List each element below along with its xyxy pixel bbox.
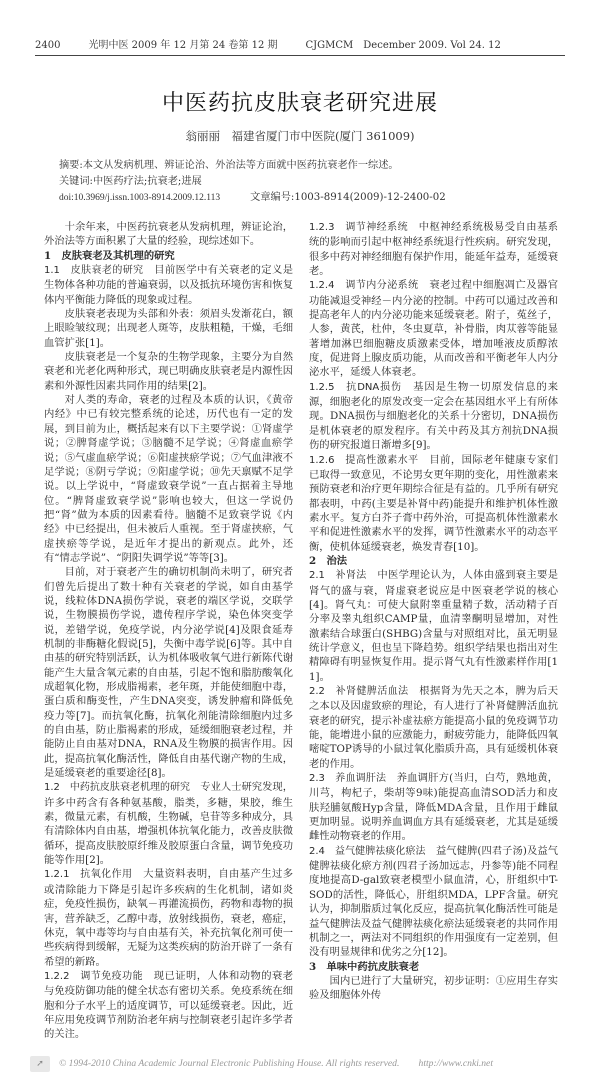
subsection-paragraph [309, 568, 558, 684]
subsection-paragraph [44, 780, 293, 867]
subsection-heading: 1.2 中药抗皮肤衰老机理的研究 [44, 782, 190, 794]
abstract: 摘要:本文从发病机理、辨证论治、外治法等方面就中医药抗衰老作一综述。 [59, 160, 399, 171]
paragraph-text: 现已证明，人体和动物的衰老与免疫防御功能的健全状态有密切关系。免疫系统在细胞和分子水平上的适度调节，可以延缓衰老。因此，近年应用免疫调节剂防治老年病与控制衰老引起许多学者的关注。 [44, 969, 294, 1041]
subsection-heading: 1.1 皮肤衰老的研究 [44, 265, 144, 277]
paragraph: 目前，对于衰老产生的确切机制尚未明了，研究者们曾先后提出了数十种有关衰老的学说，如自由基学说，线粒体DNA损伤学说，衰老的端区学说，交联学说，生物膜损伤学说，遗传程序学说，染色体突变学说，差错学说，免疫学说，内分泌学说[4]及限食延寿机制的非酶糖化假说[5]，失衡中毒学说[6]等。其中自由基的研究特别活跃，认为机体吸收氧气进行新陈代谢能产生大量含氧元素的自由基，引起不饱和脂肪酸氧化成超氧化物，形成脂褐素，老年斑，并能使细胞中毒，蛋白质和酶变性，产生DNA突变，诱发肿瘤和降低免疫力等[7]。而抗氧化酶，抗氧化剂能清除细胞内过多的自由基，防止脂褐素的形成，延缓细胞衰老过程，并能防止自由基对DNA，RNA及生物膜的损害作用。因此，提高抗氧化酶活性，降低自由基代谢产物的生成，是延缓衰老的重要途径[8]。 [44, 566, 293, 780]
paragraph-text: 目前医学中有关衰老的定义是生物体各种功能的普遍衰弱，以及抵抗环境伤害和恢复体内平衡能力降低的现象或过程。 [44, 264, 293, 306]
article-body [44, 220, 558, 1042]
subsection-paragraph [309, 844, 558, 960]
subsection-heading: 1.2.5 抗DNA损伤 [309, 381, 402, 393]
paragraph-text: 大量资料表明，自由基产生过多或清除能力下降是引起许多疾病的生化机制，诸如炎症，免疫性损伤，缺氧－再灌流损伤，药物和毒物的损害，营养缺乏，乙醇中毒，放射线损伤，衰老，癌症，休克，氧中毒等均与自由基有关，补充抗氧化剂可使一些疾病得到缓解，无疑为这类疾病的防治开辟了一条有希望的新路。 [44, 868, 293, 968]
subsection-heading: 1.2.6 提高性激素水平 [309, 454, 419, 466]
subsection-paragraph [44, 969, 293, 1042]
paragraph-text: 中医学理论认为，人体由盛到衰主要是肾气的盛与衰，肾虚衰老说应是中医衰老学说的核心[4]。肾气丸：可使大鼠附睾重量精子数，活动精子百分率及睾丸组织CAMP量，血清睾酮明显增加，对性激素结合球蛋白(SHBG)含量与对照组对比，虽无明显统计学意义，但也呈下降趋势。组织学结果也指出对生精障碍有明显恢复作用。提示肾气丸有性激素样作用[11]。 [309, 569, 559, 683]
section-heading: 3 单味中药抗皮肤衰老 [309, 960, 420, 973]
paragraph: 对人类的寿命，衰老的过程及本质的认识，《黄帝内经》中已有较完整系统的论述，历代也有一定的发展，到目前为止，概括起来有以下主要学说：①肾虚学说；②脾肾虚学说；③脑髓不足学说；④肾虚血瘀学说；⑤气虚血瘀学说；⑥阳虚挟瘀学说；⑦气血津液不足学说；⑧阴亏学说；⑨阳虚学说；⑩先天禀赋不足学说。以上学说中，“肾虚致衰学说”一直占据着主导地位。“脾肾虚致衰学说”影响也较大，但这一学说仍把“肾”做为本质的因素看待。脑髓不足致衰学说《内经》中已经提出，但未被后人重视。至于肾虚挟瘀，气虚挟瘀等学说，是近年才提出的新观点。此外，还有“情志学说”、“阴阳失调学说”等等[3]。 [44, 394, 293, 564]
paragraph: 皮肤衰老是一个复杂的生物学现象，主要分为自然衰老和光老化两种形式，现已明确皮肤衰老是内源性因素和外源性因素共同作用的结果[2]。 [44, 351, 293, 392]
author-affiliation: 翁丽丽 福建省厦门市中医院(厦门 361009) [185, 129, 415, 143]
paragraph-text: 中枢神经系统极易受自由基系统的影响而引起中枢神经系统退行性疾病。研究发现，很多中药对神经细胞有保护作用，能延年益寿，延缓衰老。 [309, 221, 559, 278]
section-heading: 2 治法 [309, 554, 348, 567]
paragraph: 国内已进行了大量研究，初步证明：①应用生存实验及细胞体外传 [309, 974, 558, 1002]
subsection-heading: 2.3 养血调肝法 [309, 773, 387, 785]
article-title: 中医药抗皮肤衰老研究进展 [161, 91, 438, 116]
left-column [44, 220, 293, 1042]
subsection-paragraph [309, 771, 558, 844]
article-number: 文章编号:1003-8914(2009)-12-2400-02 [250, 192, 446, 203]
footer [30, 1056, 570, 1072]
subsection-heading: 1.2.1 抗氧化作用 [44, 869, 133, 881]
paragraph: 皮肤衰老表现为头部和外表：须眉头发渐花白，额上眼睑皱纹现；出现老人斑等，皮肤粗糙，干燥，毛细血管扩张[1]。 [44, 308, 293, 349]
paragraph-text: 益气健脾(四君子汤)及益气健脾祛痰化瘀方剂(四君子汤加远志，丹参等)能不同程度地提高D-gal致衰老模型小鼠血清，心，肝组织中T-SOD的活性，降低心，肝组织MDA，LPF含量。研究认为，抑制脂质过氧化反应，提高抗氧化酶活性可能是益气健脾法及益气健脾祛痰化瘀法延缓衰老的共同作用机制之一，两法对不同组织的作用强度有一定差别，但没有明显规律和优劣之分[12]。 [309, 844, 558, 959]
subsection-heading: 2.4 益气健脾祛痰化瘀法 [309, 845, 426, 857]
paragraph-text: 专业人士研究发现，许多中药含有各种氨基酸，脂类，多糖，果胶，维生素，微量元素，有机酸，生物碱，皂苷等多种成分，具有清除体内自由基，增强机体抗氧化能力，改善皮肤微循环，提高皮肤胶原纤维及胶原蛋白含量，调节免疫功能等作用[2]。 [44, 781, 294, 867]
subsection-heading: 1.2.2 调节免疫功能 [44, 970, 144, 982]
subsection-paragraph [309, 380, 558, 453]
copyright-notice: © 1994-2010 China Academic Journal Electronic Publishing House. All rights reserved. http://www.cnki.net [59, 1058, 493, 1070]
subsection-paragraph [44, 867, 293, 968]
subsection-heading: 1.2.3 调节神经系统 [309, 222, 409, 233]
article-meta [59, 158, 541, 206]
section-heading: 1 皮肤衰老及其机理的研究 [44, 249, 175, 262]
journal-name-en: CJGMCM December 2009. Vol 24. 12 [305, 40, 501, 51]
paragraph-text: 根据肾为先天之本，脾为后天之本以及因虚致瘀的理论，有人进行了补肾健脾活血抗衰老的研究，提示补虚祛瘀方能提高小鼠的免疫调节功能，能增进小鼠的应激能力，耐疲劳能力，能降低四氧嘧啶TOP诱导的小鼠过氧化脂质升高，具有延缓机体衰老的作用。 [309, 685, 558, 770]
paragraph-text: 衰老过程中细胞凋亡及器官功能减退受神经－内分泌的控制。中药可以通过改善和提高老年人的内分泌功能来延缓衰老。附子，菟丝子，人参，黄芪，杜仲，冬虫夏草，补骨脂，肉苁蓉等能显著增加淋巴细胞糖皮质激素受体，增加唾液皮质醇浓度，促进肾上腺皮质功能，从而改善和平衡老年人内分泌水平，延缓人体衰老。 [309, 279, 559, 379]
doi: doi:10.3969/j.issn.1003-8914.2009.12.113 [59, 193, 221, 203]
paragraph-text: 目前，国际老年健康专家们已取得一致意见，不论男女更年期的变化，用性激素来预防衰老和治疗更年期综合征是有益的。几乎所有研究都表明，中药(主要是补肾中药)能提升和维护机体性激素水平。复方白芥子膏中药外治，可提高机体性激素水平和促进性激素水平的发挥，调节性激素水平的动态平衡，使机体延缓衰老，焕发青春[10]。 [309, 453, 559, 553]
page-number: 2400 [35, 40, 61, 51]
subsection-paragraph [309, 684, 558, 771]
doi-line [59, 190, 541, 206]
subsection-heading: 1.2.4 调节内分泌系统 [309, 280, 419, 292]
paragraph: 十余年来，中医药抗衰老从发病机理，辨证论治，外治法等方面积累了大量的经验，现综述如下。 [44, 221, 293, 248]
keywords: 关键词:中医药疗法;抗衰老;进展 [59, 176, 202, 187]
paragraph-text: 养血调肝方(当归，白芍，熟地黄，川芎，枸杞子，柴胡等9味)能提高血清SOD活力和皮肤羟脯氨酸Hyp含量，降低MDA含量，且作用于雌鼠更加明显。说明养血调血方具有延缓衰老，尤其是延缓雌性动物衰老的作用。 [309, 772, 558, 843]
running-header [35, 36, 565, 56]
right-column [309, 220, 558, 1003]
subsection-paragraph [309, 220, 558, 278]
subsection-heading: 2.1 补肾法 [309, 570, 367, 582]
journal-name-cn: 光明中医 2009 年 12 月第 24 卷第 12 期 [88, 40, 278, 51]
subsection-paragraph [44, 263, 293, 307]
subsection-paragraph [309, 278, 558, 379]
paragraph-text: 基因是生物一切原发信息的来源，细胞老化的原发改变一定会在基因组水平上有所体现。DNA损伤与细胞老化的关系十分密切，DNA损伤是机体衰老的原发程序。有关中药及其方剂抗DNA损伤的研究报道日渐增多[9]。 [309, 380, 558, 452]
cnki-logo-icon: ➚ [30, 1056, 50, 1072]
subsection-paragraph [309, 453, 558, 554]
subsection-heading: 2.2 补肾健脾活血法 [309, 686, 409, 697]
